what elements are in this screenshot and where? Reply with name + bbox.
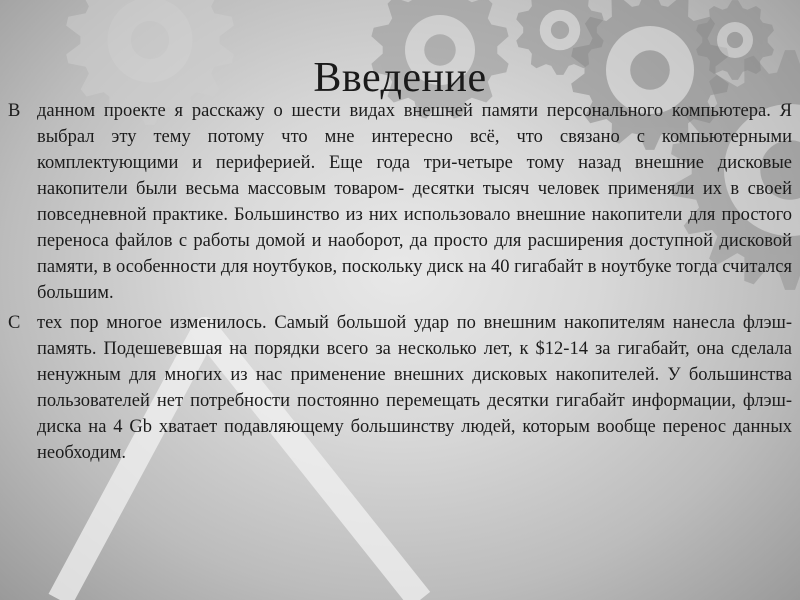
paragraph-2	[8, 310, 792, 466]
slide-body	[8, 98, 792, 470]
paragraph-2-bullet: С	[8, 313, 21, 333]
paragraph-2-text: тех пор многое изменилось. Самый большой удар по внешним накопителям нанесла флэш-память. Подешевевшая на порядки всего за несколько лет, к $12-14 за гигабайт, она сделала ненужным для многих из нас применение внешних дисковых накопителей. У большинства пользователей нет потребности постоянно перемещать десятки гигабайт информации, флэш-диска на 4 Gb хватает подавляющему большинству людей, которым вообще перенос данных необходим.	[37, 313, 792, 463]
paragraph-1	[8, 98, 792, 306]
paragraph-1-text: данном проекте я расскажу о шести видах внешней памяти персонального компьютера. Я выбрал эту тему потому что мне интересно всё, что связано с компьютерными комплектующими и периферией. Еще года три-четыре тому назад внешние дисковые накопители были весьма массовым товаром- десятки тысяч человек применяли их в своей повседневной практике. Большинство из них использовало внешние накопители для простого переноса файлов с работы домой и наоборот, да просто для расширения доступной дисковой памяти, в особенности для ноутбуков, поскольку диск на 40 гигабайт в ноутбуке тогда считался большим.	[37, 101, 792, 303]
slide-title: Введение	[313, 55, 487, 102]
paragraph-1-bullet: В	[8, 101, 21, 121]
